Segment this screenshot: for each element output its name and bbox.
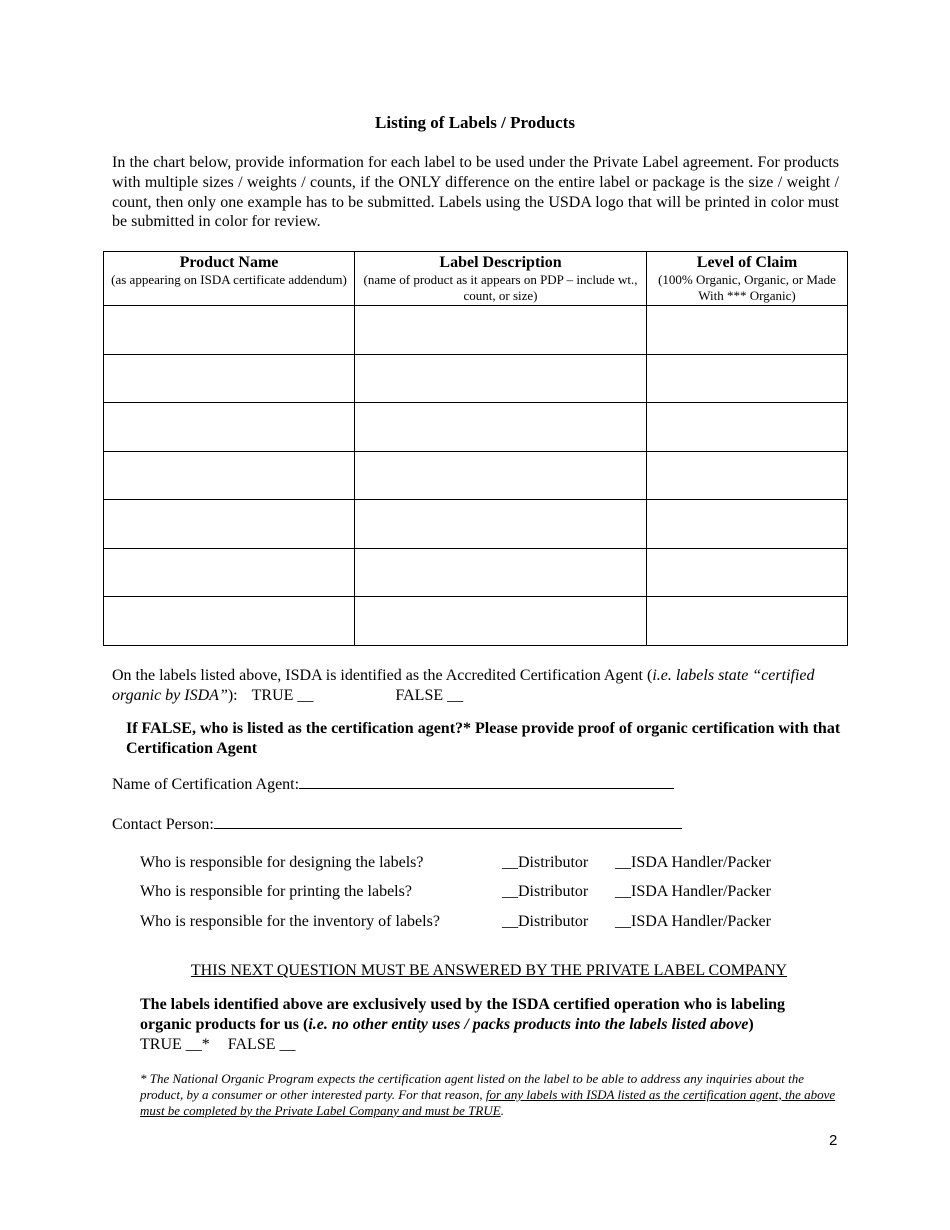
- column-title: Label Description: [439, 254, 562, 271]
- column-subtitle: (name of product as it appears on PDP – include wt., count, or size): [363, 272, 638, 303]
- table-cell[interactable]: [104, 403, 355, 452]
- page-number: 2: [829, 1132, 838, 1149]
- if-false-instruction: If FALSE, who is listed as the certification agent?* Please provide proof of organic certification with that Certification Agent: [126, 720, 841, 757]
- exclusive-text: The labels identified above are exclusively used by the ISDA certified operation who is labeling organic products for us (i.e. no other entity uses / packs products into the labels listed above): [140, 996, 786, 1033]
- distributor-option[interactable]: __Distributor: [502, 913, 589, 930]
- statement-italic: i.e. labels state “certified organic by ISDA”: [112, 667, 815, 704]
- table-cell[interactable]: [355, 500, 647, 549]
- cert-agent-field: [112, 773, 674, 795]
- handler-packer-option[interactable]: __ISDA Handler/Packer: [615, 854, 771, 871]
- table-cell[interactable]: [355, 403, 647, 452]
- cert-agent-blank[interactable]: [299, 773, 674, 789]
- cert-agent-label: Name of Certification Agent:: [112, 776, 300, 793]
- exclusive-true-option[interactable]: TRUE __*: [140, 1036, 210, 1053]
- table-row: [104, 548, 848, 597]
- distributor-option[interactable]: __Distributor: [502, 854, 589, 871]
- responsibility-question: Who is responsible for the inventory of labels?: [140, 913, 440, 930]
- footnote-text: * The National Organic Program expects the certification agent listed on the label to be able to address any inquiries about the product, by a consumer or other interested party. For that reason,: [140, 1071, 804, 1102]
- statement-suffix: ):: [227, 687, 238, 704]
- isda-true-option[interactable]: TRUE __: [251, 687, 314, 704]
- labels-table: [103, 251, 848, 646]
- table-row: [104, 597, 848, 646]
- table-row: [104, 354, 848, 403]
- table-cell[interactable]: [104, 451, 355, 500]
- table-cell[interactable]: [104, 548, 355, 597]
- exclusive-use-statement: [140, 995, 840, 1055]
- table-cell[interactable]: [104, 597, 355, 646]
- handler-packer-option[interactable]: __ISDA Handler/Packer: [615, 913, 771, 930]
- column-header-label-description: [355, 252, 647, 306]
- table-row: [104, 451, 848, 500]
- table-cell[interactable]: [104, 500, 355, 549]
- table-cell[interactable]: [647, 548, 848, 597]
- table-cell[interactable]: [355, 597, 647, 646]
- contact-person-blank[interactable]: [214, 813, 682, 829]
- table-cell[interactable]: [647, 500, 848, 549]
- footnote-underlined: for any labels with ISDA listed as the certification agent, the above must be completed by the Private Label Company and must be TRUE: [140, 1086, 836, 1118]
- responsibility-question: Who is responsible for designing the labels?: [140, 854, 424, 871]
- exclusive-false-option[interactable]: FALSE __: [227, 1036, 296, 1053]
- exclusive-italic: i.e. no other entity uses / packs products into the labels listed above: [308, 1016, 749, 1033]
- responsibility-question: Who is responsible for printing the labels?: [140, 883, 412, 900]
- table-header-row: [104, 252, 848, 306]
- statement-text: On the labels listed above, ISDA is identified as the Accredited Certification Agent (: [112, 667, 653, 684]
- table-row: [104, 306, 848, 355]
- column-subtitle: (100% Organic, Organic, or Made With *** Organic): [658, 272, 836, 303]
- column-header-level-of-claim: [647, 252, 848, 306]
- footnote: * The National Organic Program expects the certification agent listed on the label to be able to address any inquiries about the product, by a consumer or other interested party. For that reason, for any labels with ISDA listed as the certification agent, the above must be completed by the Private Label Company and must be TRUE.: [140, 1071, 836, 1118]
- table-cell[interactable]: [355, 354, 647, 403]
- table-cell[interactable]: [647, 403, 848, 452]
- private-label-heading: THIS NEXT QUESTION MUST BE ANSWERED BY THE PRIVATE LABEL COMPANY: [190, 962, 788, 979]
- table-cell[interactable]: [104, 354, 355, 403]
- contact-person-label: Contact Person:: [112, 816, 214, 833]
- page-title: Listing of Labels / Products: [375, 113, 575, 132]
- column-subtitle: (as appearing on ISDA certificate addendum): [111, 272, 347, 287]
- table-cell[interactable]: [355, 548, 647, 597]
- distributor-option[interactable]: __Distributor: [502, 883, 589, 900]
- table-row: [104, 403, 848, 452]
- column-title: Product Name: [179, 254, 279, 271]
- table-cell[interactable]: [647, 306, 848, 355]
- column-header-product-name: [104, 252, 355, 306]
- table-cell[interactable]: [104, 306, 355, 355]
- table-cell[interactable]: [647, 451, 848, 500]
- table-cell[interactable]: [355, 451, 647, 500]
- table-cell[interactable]: [647, 354, 848, 403]
- table-cell[interactable]: [647, 597, 848, 646]
- table-row: [104, 500, 848, 549]
- isda-identified-statement: [112, 666, 847, 706]
- handler-packer-option[interactable]: __ISDA Handler/Packer: [615, 883, 771, 900]
- contact-person-field: [112, 813, 682, 835]
- column-title: Level of Claim: [696, 254, 798, 271]
- isda-false-option[interactable]: FALSE __: [395, 687, 464, 704]
- intro-paragraph: In the chart below, provide information for each label to be used under the Private Label agreement. For products with multiple sizes / weights / counts, if the ONLY difference on the entire label or package is the size / weight / count, then only one example has to be submitted. Labels using the USDA logo that will be printed in color must be submitted in color for review.: [112, 154, 839, 231]
- table-cell[interactable]: [355, 306, 647, 355]
